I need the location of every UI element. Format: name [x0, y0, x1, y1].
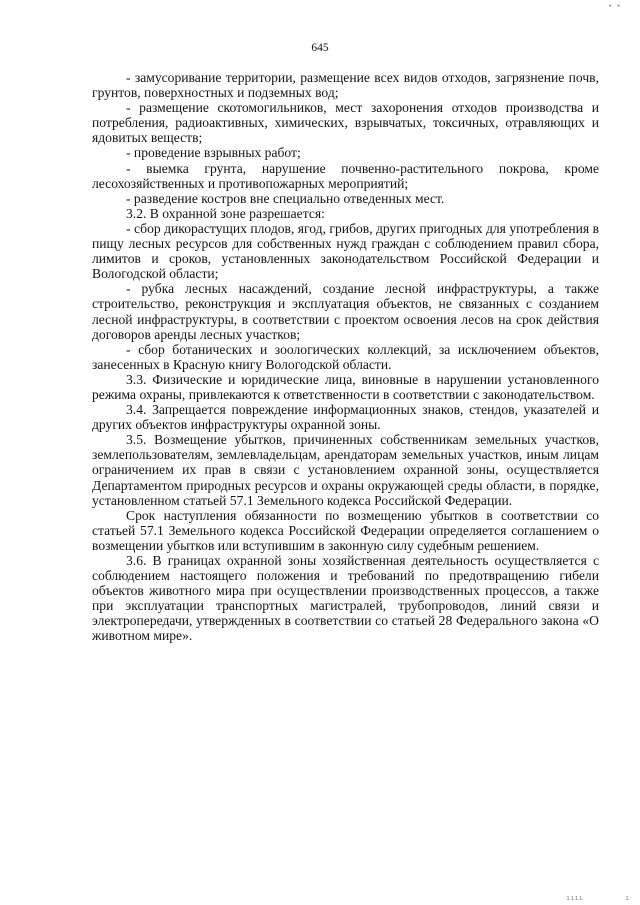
paragraph-11: 3.4. Запрещается повреждение информационных знаков, стендов, указателей и других объектов инфраструктуры охранной зоны.: [92, 402, 599, 433]
paragraph-14: 3.6. В границах охранной зоны хозяйственная деятельность осуществляется с соблюдением настоящего положения и требований по предотвращению гибели объектов животного мира при осуществлении производственных процессов, а также при эксплуатации транспортных магистралей, трубопроводов, линий связи и электропередачи, утвержденных в соответствии со статьей 28 Федерального закона «О животном мире».: [92, 553, 599, 644]
paragraph-7: - сбор дикорастущих плодов, ягод, грибов, других пригодных для употребления в пищу лесных ресурсов для собственных нужд граждан с соблюдением правил сбора, лимитов и сроков, установленных законодательством Российской Федерации и Вологодской области;: [92, 220, 599, 282]
paragraph-8: - рубка лесных насаждений, создание лесной инфраструктуры, а также строительство, реконструкция и эксплуатация объектов, не связанных с созданием лесной инфраструктуры, в соответствии с проектом освоения лесов на срок действия договоров аренды лесных участков;: [92, 281, 599, 342]
paragraph-1: - замусоривание территории, размещение всех видов отходов, загрязнение почв, грунтов, поверхностных и подземных вод;: [92, 70, 599, 101]
paragraph-4: - выемка грунта, нарушение почвенно-растительного покрова, кроме лесохозяйственных и противопожарных мероприятий;: [92, 160, 599, 191]
paragraph-9: - сбор ботанических и зоологических коллекций, за исключением объектов, занесенных в Красную книгу Вологодской области.: [92, 341, 599, 372]
paragraph-2: - размещение скотомогильников, мест захоронения отходов производства и потребления, радиоактивных, химических, взрывчатых, токсичных, отравляющих и ядовитых веществ;: [92, 100, 599, 146]
paragraph-13: Срок наступления обязанности по возмещению убытков в соответствии со статьей 57.1 Земельного кодекса Российской Федерации определяется соглашением о возмещении убытков или вступившим в законную силу судебным решением.: [92, 507, 599, 553]
document-body: [92, 70, 599, 644]
paragraph-10: 3.3. Физические и юридические лица, виновные в нарушении установленного режима охраны, привлекаются к ответственности в соответствии с законодательством.: [92, 371, 599, 402]
scan-mark-bottom-right: ı: [625, 894, 630, 902]
paragraph-5: - разведение костров вне специально отведенных мест.: [126, 190, 445, 206]
paragraph-6: 3.2. В охранной зоне разрешается:: [126, 205, 325, 221]
paragraph-3: - проведение взрывных работ;: [126, 145, 301, 161]
page-number: 645: [311, 42, 329, 54]
scan-mark-bottom-left: ıııı: [566, 894, 583, 902]
scan-mark-top-right: ∙ ∙: [608, 2, 621, 10]
paragraph-12: 3.5. Возмещение убытков, причиненных собственникам земельных участков, землепользователям, землевладельцам, арендаторам земельных участков, иным лицам ограничением их прав в связи с установлением охранной зоны, осуществляется Департаментом природных ресурсов и охраны окружающей среды области, в порядке, установленном статьей 57.1 Земельного кодекса Российской Федерации.: [92, 432, 599, 508]
